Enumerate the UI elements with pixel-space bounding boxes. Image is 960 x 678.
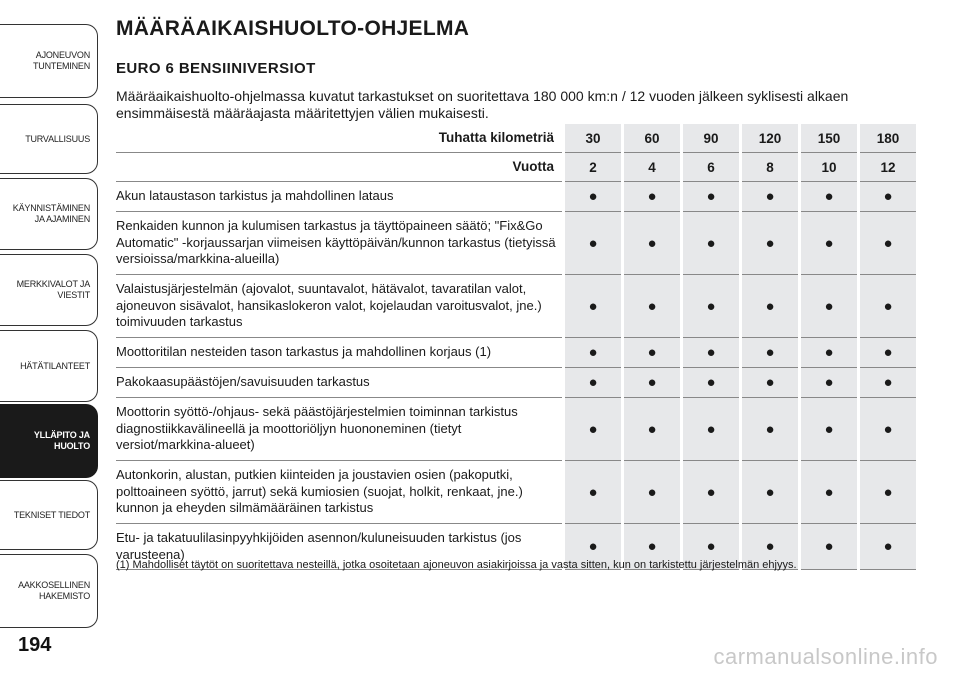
check-mark: ● <box>564 275 623 338</box>
km-header-cell: 30 <box>564 124 623 153</box>
check-description: Valaistusjärjestelmän (ajovalot, suuntavalot, hätävalot, tavaratilan valot, ajoneuvon sisävalot, hansikaslokeron valot, kojelaudan varoitusvalot, jne.) toimivuuden tarkastus <box>116 275 564 338</box>
check-mark: ● <box>859 398 917 461</box>
check-mark: ● <box>623 212 682 275</box>
check-mark: ● <box>623 368 682 398</box>
check-mark: ● <box>800 368 859 398</box>
check-mark: ● <box>859 368 917 398</box>
check-mark: ● <box>564 212 623 275</box>
check-description: Autonkorin, alustan, putkien kiinteiden ja joustavien osien (pakoputki, polttoaineen syöttö, jarrut) sekä kumiosien (suojat, holkit, renkaat, jne.) kunnon ja eheyden silmämääräinen tarkistus <box>116 461 564 524</box>
check-mark: ● <box>682 461 741 524</box>
check-mark: ● <box>741 182 800 212</box>
check-mark: ● <box>564 182 623 212</box>
year-header-cell: 2 <box>564 153 623 182</box>
check-mark: ● <box>800 182 859 212</box>
tab-hatatilanteet[interactable]: HÄTÄTILANTEET <box>0 330 98 402</box>
check-mark: ● <box>564 524 623 570</box>
check-description: Moottoritilan nesteiden tason tarkastus ja mahdollinen korjaus (1) <box>116 338 564 368</box>
check-mark: ● <box>859 524 917 570</box>
year-header-label: Vuotta <box>116 153 564 182</box>
check-description: Renkaiden kunnon ja kulumisen tarkastus ja täyttöpaineen säätö; "Fix&Go Automatic" -korjaussarjan viimeisen käyttöpäivän/kunnon tarkastus (tietyissä versioissa/markkina-alueilla) <box>116 212 564 275</box>
check-mark: ● <box>564 368 623 398</box>
tab-ajoneuvon-tunteminen[interactable]: AJONEUVON TUNTEMINEN <box>0 24 98 98</box>
page-number: 194 <box>18 634 52 656</box>
table-header-km <box>116 124 916 153</box>
km-header-cell: 60 <box>623 124 682 153</box>
check-mark: ● <box>564 398 623 461</box>
check-mark: ● <box>623 398 682 461</box>
table-row <box>116 368 916 398</box>
maintenance-schedule-table <box>116 124 916 570</box>
table-row <box>116 338 916 368</box>
tab-kaynnistaminen[interactable]: KÄYNNISTÄMINEN JA AJAMINEN <box>0 178 98 250</box>
check-mark: ● <box>800 398 859 461</box>
check-mark: ● <box>682 338 741 368</box>
check-mark: ● <box>741 398 800 461</box>
check-mark: ● <box>741 338 800 368</box>
footnote: (1) Mahdolliset täytöt on suoritettava nesteillä, jotka osoitetaan ajoneuvon asiakirjoissa ja vasta sitten, kun on tarkistettu järjestelmän ehjyys. <box>116 559 797 571</box>
check-mark: ● <box>859 212 917 275</box>
intro-paragraph: Määräaikaishuolto-ohjelmassa kuvatut tarkastukset on suoritettava 180 000 km:n / 12 vuoden jälkeen syklisesti alkaen ensimmäisestä määräajasta määritettyjen välien mukaisesti. <box>116 88 849 121</box>
check-mark: ● <box>800 212 859 275</box>
check-mark: ● <box>741 524 800 570</box>
year-header-cell: 4 <box>623 153 682 182</box>
check-mark: ● <box>741 368 800 398</box>
section-subtitle: EURO 6 BENSIINIVERSIOT <box>116 60 316 77</box>
check-mark: ● <box>623 275 682 338</box>
check-mark: ● <box>682 182 741 212</box>
km-header-cell: 120 <box>741 124 800 153</box>
tab-tekniset-tiedot[interactable]: TEKNISET TIEDOT <box>0 480 98 550</box>
km-header-label: Tuhatta kilometriä <box>116 124 564 153</box>
km-header-cell: 90 <box>682 124 741 153</box>
table-row <box>116 275 916 338</box>
check-mark: ● <box>859 275 917 338</box>
check-mark: ● <box>800 275 859 338</box>
tab-turvallisuus[interactable]: TURVALLISUUS <box>0 104 98 174</box>
check-mark: ● <box>859 182 917 212</box>
check-mark: ● <box>800 461 859 524</box>
check-mark: ● <box>741 461 800 524</box>
tab-aakkosellinen-hakemisto[interactable]: AAKKOSELLINEN HAKEMISTO <box>0 554 98 628</box>
check-mark: ● <box>800 338 859 368</box>
check-mark: ● <box>564 338 623 368</box>
check-mark: ● <box>623 461 682 524</box>
check-mark: ● <box>800 524 859 570</box>
table-row <box>116 212 916 275</box>
watermark: carmanualsonline.info <box>713 644 938 669</box>
check-mark: ● <box>859 338 917 368</box>
check-mark: ● <box>741 275 800 338</box>
page-title: MÄÄRÄAIKAISHUOLTO-OHJELMA <box>116 17 470 40</box>
check-description: Moottorin syöttö-/ohjaus- sekä päästöjärjestelmien toiminnan tarkistus diagnostiikkavälineellä ja moottoriöljyn huononeminen (tietyt versiot/markkina-alueet) <box>116 398 564 461</box>
check-mark: ● <box>859 461 917 524</box>
year-header-cell: 12 <box>859 153 917 182</box>
check-mark: ● <box>682 524 741 570</box>
chapter-sidebar <box>0 0 100 678</box>
tab-merkkivalot[interactable]: MERKKIVALOT JA VIESTIT <box>0 254 98 326</box>
year-header-cell: 6 <box>682 153 741 182</box>
check-mark: ● <box>741 212 800 275</box>
check-description: Pakokaasupäästöjen/savuisuuden tarkastus <box>116 368 564 398</box>
check-description: Etu- ja takatuulilasinpyyhkijöiden asennon/kuluneisuuden tarkistus (jos varusteena) <box>116 524 564 570</box>
check-mark: ● <box>682 275 741 338</box>
check-mark: ● <box>564 461 623 524</box>
check-mark: ● <box>682 368 741 398</box>
table-row <box>116 398 916 461</box>
check-mark: ● <box>682 212 741 275</box>
year-header-cell: 8 <box>741 153 800 182</box>
km-header-cell: 150 <box>800 124 859 153</box>
year-header-cell: 10 <box>800 153 859 182</box>
tab-yllapito-huolto[interactable]: YLLÄPITO JA HUOLTO <box>0 404 98 478</box>
check-mark: ● <box>623 182 682 212</box>
check-mark: ● <box>682 398 741 461</box>
km-header-cell: 180 <box>859 124 917 153</box>
check-description: Akun lataustason tarkistus ja mahdollinen lataus <box>116 182 564 212</box>
table-row <box>116 461 916 524</box>
table-row <box>116 182 916 212</box>
check-mark: ● <box>623 524 682 570</box>
main-content <box>116 14 946 121</box>
check-mark: ● <box>623 338 682 368</box>
table-header-years <box>116 153 916 182</box>
